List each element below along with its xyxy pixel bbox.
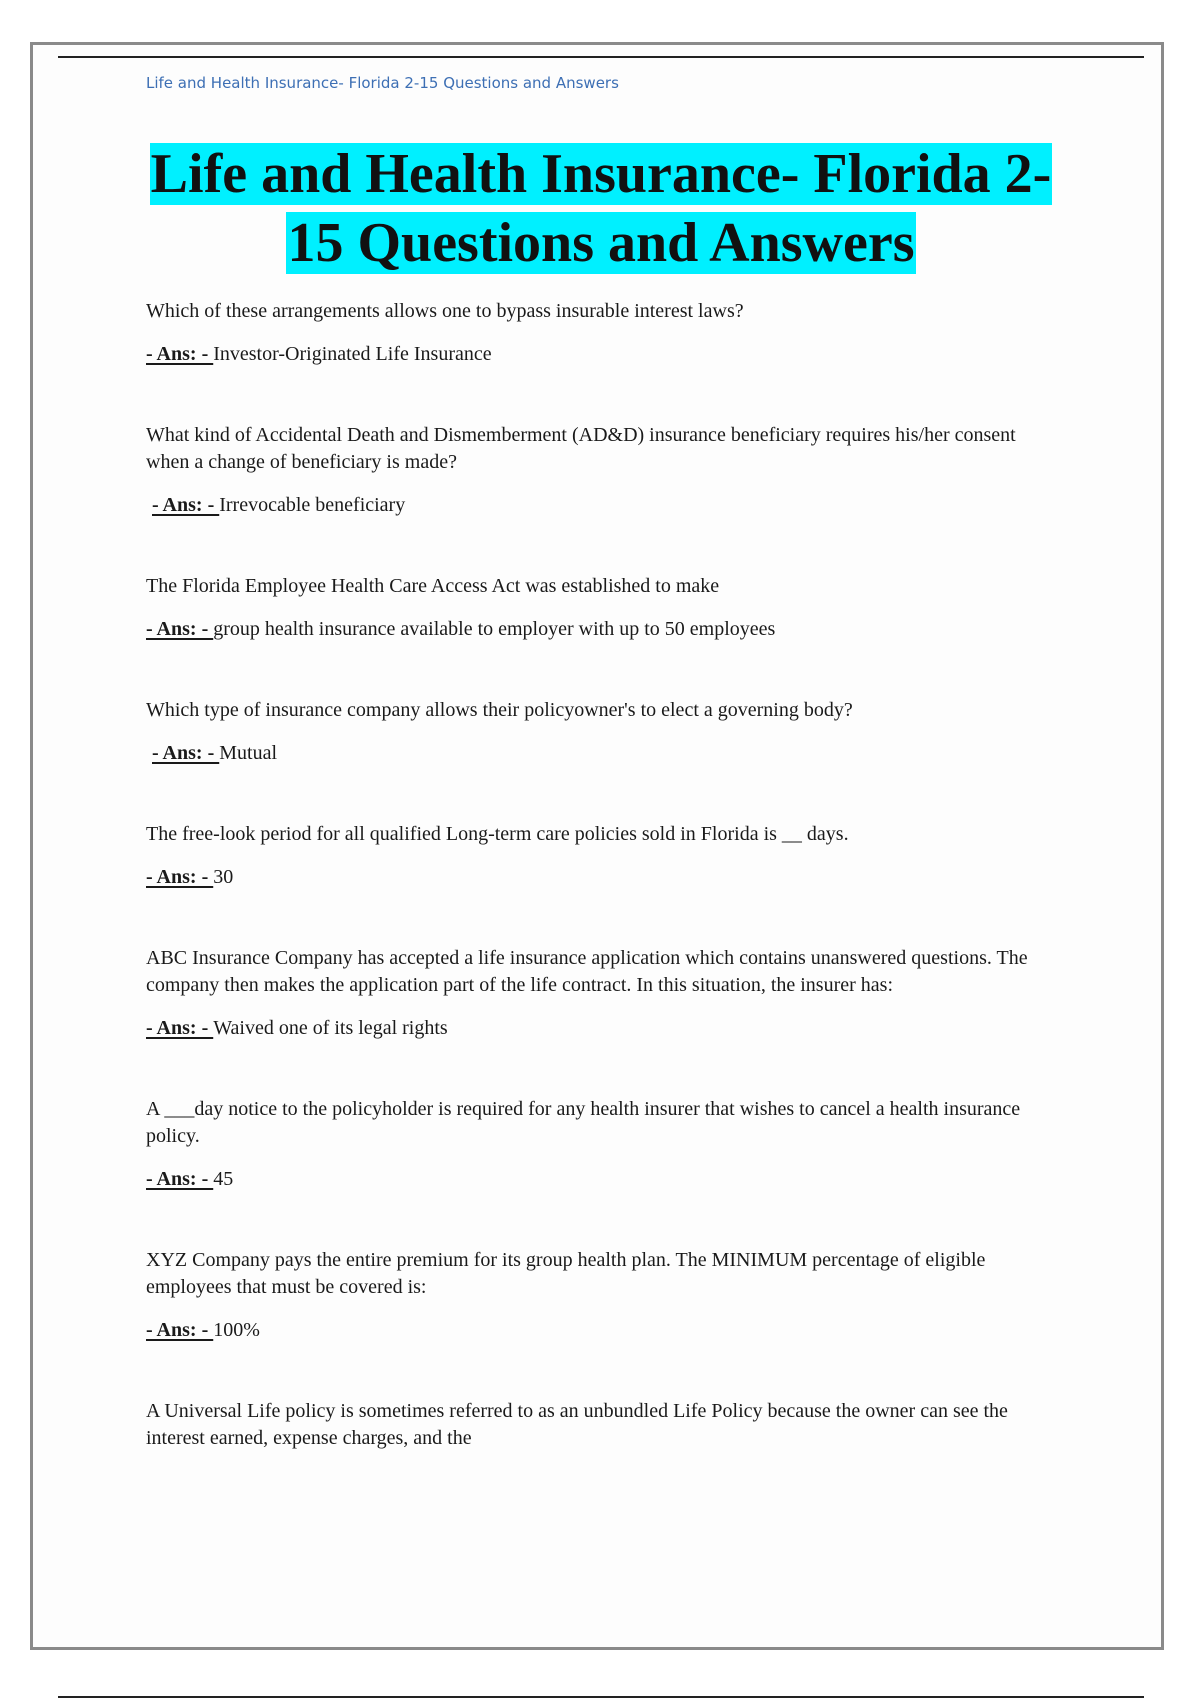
- question: What kind of Accidental Death and Dismemberment (AD&D) insurance beneficiary requires his/her consent when a change of beneficiary is made?: [146, 424, 1016, 473]
- qa-item: [146, 298, 1046, 368]
- question: A ___day notice to the policyholder is required for any health insurer that wishes to cancel a health insurance policy.: [146, 1098, 1021, 1147]
- answer-label: - Ans: -: [146, 1017, 214, 1039]
- answer-text: Mutual: [219, 742, 278, 764]
- qa-list: [146, 298, 1046, 1506]
- qa-item: [146, 422, 1046, 519]
- answer-label: - Ans: -: [146, 343, 214, 365]
- answer: [146, 1015, 1046, 1042]
- answer: [146, 1166, 1046, 1193]
- bottom-divider: [58, 1696, 1144, 1698]
- question: XYZ Company pays the entire premium for its group health plan. The MINIMUM percentage of eligible employees that must be covered is:: [146, 1249, 986, 1298]
- page-title: [146, 140, 1056, 278]
- answer-label: - Ans: -: [146, 866, 214, 888]
- qa-item: [146, 1247, 1046, 1344]
- running-header: Life and Health Insurance- Florida 2-15 Questions and Answers: [146, 74, 619, 92]
- question: Which type of insurance company allows their policyowner's to elect a governing body?: [146, 699, 853, 721]
- answer: [146, 616, 1046, 643]
- question: A Universal Life policy is sometimes referred to as an unbundled Life Policy because the owner can see the interest earned, expense charges, and the: [146, 1400, 1008, 1449]
- qa-item: [146, 945, 1046, 1042]
- answer-label: - Ans: -: [146, 618, 214, 640]
- answer-text: Waived one of its legal rights: [213, 1017, 448, 1039]
- answer-label: - Ans: -: [152, 494, 220, 516]
- qa-item: [146, 697, 1046, 767]
- answer: [146, 740, 1046, 767]
- answer: [146, 492, 1046, 519]
- qa-item: [146, 821, 1046, 891]
- answer-text: 100%: [213, 1319, 260, 1341]
- answer: [146, 341, 1046, 368]
- answer-label: - Ans: -: [152, 742, 220, 764]
- qa-item: [146, 1096, 1046, 1193]
- answer-label: - Ans: -: [146, 1168, 214, 1190]
- page-title-text: Life and Health Insurance- Florida 2-15 Questions and Answers: [150, 143, 1052, 274]
- qa-item: [146, 1398, 1046, 1452]
- answer: [146, 864, 1046, 891]
- answer-label: - Ans: -: [146, 1319, 214, 1341]
- question: The free-look period for all qualified Long-term care policies sold in Florida is __ days.: [146, 823, 849, 845]
- question: The Florida Employee Health Care Access Act was established to make: [146, 575, 720, 597]
- answer-text: Investor-Originated Life Insurance: [213, 343, 492, 365]
- answer-text: Irrevocable beneficiary: [219, 494, 406, 516]
- answer: [146, 1317, 1046, 1344]
- top-divider: [58, 56, 1144, 58]
- question: Which of these arrangements allows one to bypass insurable interest laws?: [146, 300, 744, 322]
- answer-text: 30: [213, 866, 234, 888]
- qa-item: [146, 573, 1046, 643]
- answer-text: 45: [213, 1168, 234, 1190]
- question: ABC Insurance Company has accepted a life insurance application which contains unanswered questions. The company then makes the application part of the life contract. In this situation, the insurer has:: [146, 947, 1028, 996]
- answer-text: group health insurance available to employer with up to 50 employees: [213, 618, 776, 640]
